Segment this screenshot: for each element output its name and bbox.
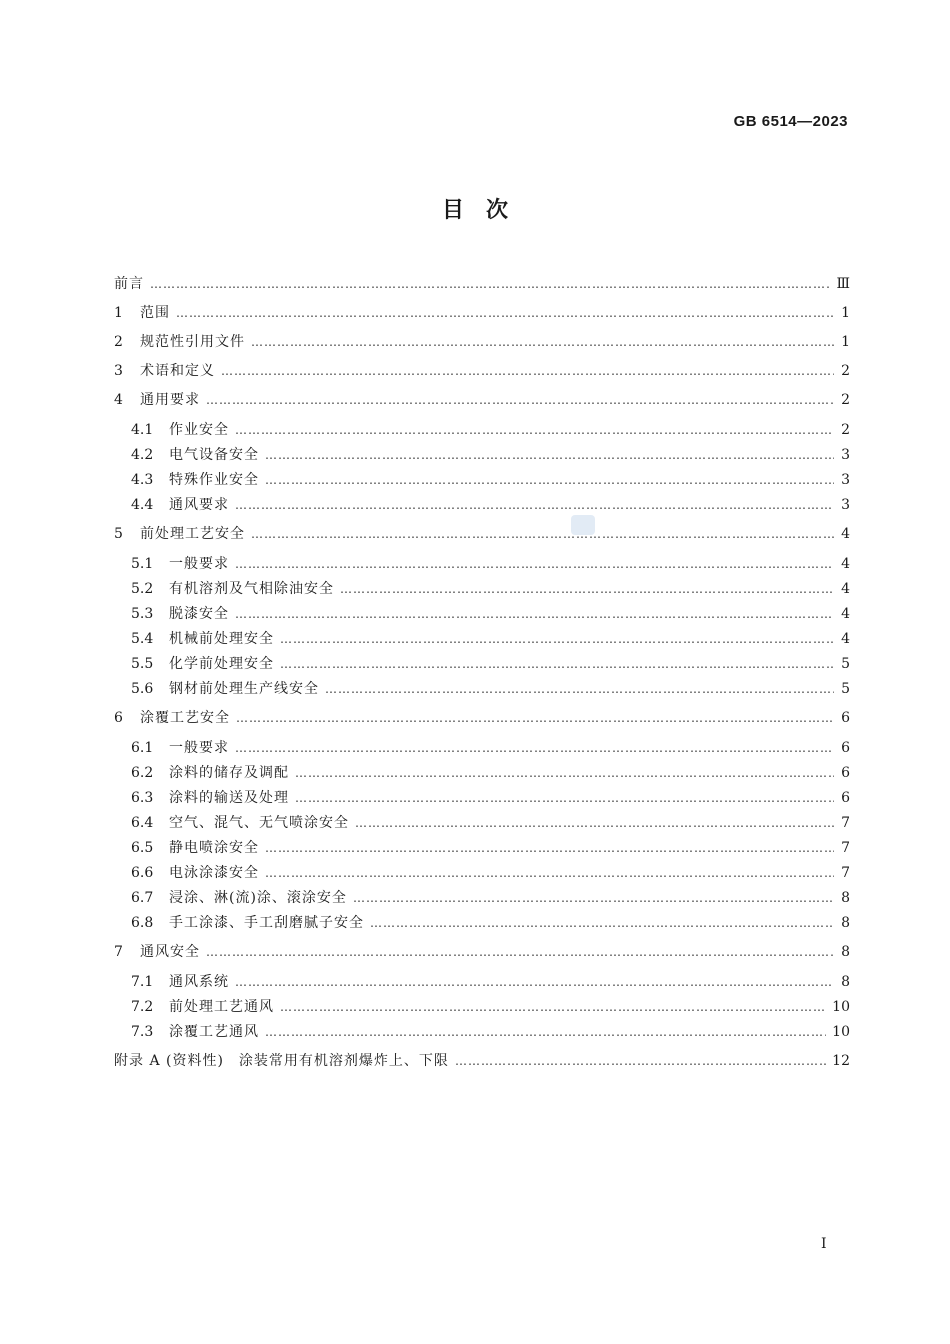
toc-leader-dots [265,838,834,858]
toc-entry-label: 通风要求 [169,497,229,513]
toc-entry-label: 范围 [140,305,170,321]
toc-entry-label: 涂料的输送及处理 [169,790,289,806]
toc-leader-dots [295,763,834,783]
toc-entry[interactable] [131,470,850,490]
toc-entry-page: 1 [841,334,850,350]
toc-entry[interactable] [131,813,850,833]
toc-entry-page: 5 [841,656,850,672]
toc-entry-number: 6.8 [131,915,154,931]
toc-entry-label: 术语和定义 [140,363,215,379]
toc-entry[interactable] [114,1051,850,1071]
toc-entry-label: 手工涂漆、手工刮磨腻子安全 [169,915,364,931]
toc-entry-label: 浸涂、淋(流)涂、滚涂安全 [169,890,347,906]
toc-entry[interactable] [131,913,850,933]
toc-entry-number: 4 [114,392,123,408]
toc-leader-dots [235,420,834,440]
toc-entry-number: 5.2 [131,581,154,597]
toc-entry[interactable] [131,654,850,674]
toc-entry[interactable] [131,763,850,783]
toc-entry-page: 2 [841,392,850,408]
toc-entry-label: 一般要求 [169,556,229,572]
toc-entry-label: 前处理工艺通风 [169,999,274,1015]
toc-entry[interactable] [114,390,850,410]
toc-entry[interactable] [131,554,850,574]
toc-entry-page: 10 [832,1024,850,1040]
toc-entry-number: 5 [114,526,123,542]
toc-entry-number: 1 [114,305,123,321]
toc-entry-label: 化学前处理安全 [169,656,274,672]
toc-entry[interactable] [131,888,850,908]
toc-leader-dots [206,942,834,962]
toc-entry-label: 钢材前处理生产线安全 [169,681,319,697]
toc-entry-label: 附录 A (资料性) 涂装常用有机溶剂爆炸上、下限 [114,1053,449,1069]
toc-leader-dots [235,738,834,758]
toc-entry-number: 6.3 [131,790,154,806]
toc-entry-page: 6 [841,765,850,781]
toc-leader-dots [455,1051,826,1071]
toc-entry-number: 4.2 [131,447,154,463]
toc-entry-number: 7 [114,944,123,960]
toc-entry-number: 7.1 [131,974,154,990]
toc-leader-dots [235,972,834,992]
toc-leader-dots [265,1022,826,1042]
toc-entry[interactable] [131,838,850,858]
toc-leader-dots [235,604,834,624]
toc-entry-page: 8 [841,915,850,931]
toc-entry-label: 空气、混气、无气喷涂安全 [169,815,349,831]
toc-entry-label: 前处理工艺安全 [140,526,245,542]
toc-entry[interactable] [114,524,850,544]
toc-entry-number: 3 [114,363,123,379]
toc-entry-number: 7.3 [131,1024,154,1040]
toc-leader-dots [355,813,834,833]
toc-entry[interactable] [131,1022,850,1042]
toc-entry-number: 6.1 [131,740,154,756]
toc-entry-page: 4 [841,526,850,542]
toc-entry-page: 7 [841,840,850,856]
toc-entry-page: 7 [841,865,850,881]
toc-entry-page: 8 [841,944,850,960]
toc-entry-number: 4.1 [131,422,154,438]
toc-entry-page: 4 [841,606,850,622]
toc-entry-page: 6 [841,740,850,756]
toc-entry-page: 6 [841,790,850,806]
toc-entry-label: 通风系统 [169,974,229,990]
toc-entry-page: 4 [841,556,850,572]
toc-entry-page: 4 [841,581,850,597]
toc-leader-dots [150,274,830,294]
toc-entry[interactable] [131,629,850,649]
toc-entry[interactable] [114,708,850,728]
toc-title: 目 次 [441,198,508,223]
toc-entry-label: 有机溶剂及气相除油安全 [169,581,334,597]
toc-entry-label: 涂覆工艺通风 [169,1024,259,1040]
toc-entry-page: 7 [841,815,850,831]
toc-leader-dots [370,913,834,933]
toc-entry-number: 6 [114,710,123,726]
toc-entry[interactable] [131,420,850,440]
toc-entry-number: 6.4 [131,815,154,831]
document-code: GB 6514—2023 [733,113,848,130]
toc-leader-dots [340,579,834,599]
toc-leader-dots [251,332,834,352]
toc-entry-number: 5.4 [131,631,154,647]
toc-entry-label: 涂料的储存及调配 [169,765,289,781]
toc-entry-page: 2 [841,422,850,438]
toc-entry-label: 作业安全 [169,422,229,438]
toc-entry-page: 3 [841,497,850,513]
toc-leader-dots [221,361,834,381]
toc-entry-number: 6.7 [131,890,154,906]
toc-entry-label: 机械前处理安全 [169,631,274,647]
toc-leader-dots [251,524,834,544]
toc-entry-label: 前言 [114,276,144,292]
toc-leader-dots [280,654,834,674]
toc-entry-label: 规范性引用文件 [140,334,245,350]
toc-entry-number: 7.2 [131,999,154,1015]
toc-entry-number: 6.2 [131,765,154,781]
toc-entry-label: 脱漆安全 [169,606,229,622]
toc-entry-page: Ⅲ [836,276,850,292]
toc-entry[interactable] [131,738,850,758]
toc-leader-dots [206,390,834,410]
toc-entry[interactable] [131,972,850,992]
toc-entry[interactable] [114,361,850,381]
toc-entry[interactable] [114,274,850,294]
toc-entry-label: 静电喷涂安全 [169,840,259,856]
toc-entry-page: 8 [841,974,850,990]
toc-entry-label: 电气设备安全 [169,447,259,463]
toc-leader-dots [325,679,834,699]
toc-entry-label: 特殊作业安全 [169,472,259,488]
toc-entry[interactable] [114,332,850,352]
toc-leader-dots [353,888,834,908]
toc-leader-dots [235,495,834,515]
toc-entry[interactable] [131,997,850,1017]
toc-entry-label: 涂覆工艺安全 [140,710,230,726]
toc-entry-label: 通风安全 [140,944,200,960]
toc-entry-page: 5 [841,681,850,697]
toc-leader-dots [176,303,834,323]
toc-entry-number: 6.6 [131,865,154,881]
toc-entry[interactable] [131,679,850,699]
toc-entry-number: 4.4 [131,497,154,513]
toc-leader-dots [295,788,834,808]
toc-entry[interactable] [131,863,850,883]
toc-entry-page: 10 [832,999,850,1015]
toc-leader-dots [265,445,834,465]
toc-entry[interactable] [114,942,850,962]
toc-entry[interactable] [131,788,850,808]
toc-entry-page: 3 [841,447,850,463]
toc-entry-number: 5.1 [131,556,154,572]
toc-leader-dots [236,708,834,728]
toc-entry[interactable] [131,495,850,515]
toc-entry-number: 5.5 [131,656,154,672]
toc-entry-number: 5.3 [131,606,154,622]
toc-entry-label: 通用要求 [140,392,200,408]
toc-entry-label: 电泳涂漆安全 [169,865,259,881]
toc-entry[interactable] [131,445,850,465]
toc-leader-dots [280,629,834,649]
toc-entry[interactable] [114,303,850,323]
toc-leader-dots [235,554,834,574]
toc-entry-page: 6 [841,710,850,726]
toc-entry-page: 2 [841,363,850,379]
toc-leader-dots [265,470,834,490]
toc-entry-page: 12 [832,1053,850,1069]
toc-entry-page: 1 [841,305,850,321]
toc-entry-number: 6.5 [131,840,154,856]
toc-entry-page: 3 [841,472,850,488]
page-number: I [821,1236,827,1252]
toc-entry[interactable] [131,604,850,624]
toc-entry-number: 5.6 [131,681,154,697]
toc-leader-dots [265,863,834,883]
toc-entry-number: 2 [114,334,123,350]
toc-leader-dots [280,997,826,1017]
toc-entry-page: 8 [841,890,850,906]
toc-entry-label: 一般要求 [169,740,229,756]
toc-entry-number: 4.3 [131,472,154,488]
toc-entry-page: 4 [841,631,850,647]
toc-entry[interactable] [131,579,850,599]
